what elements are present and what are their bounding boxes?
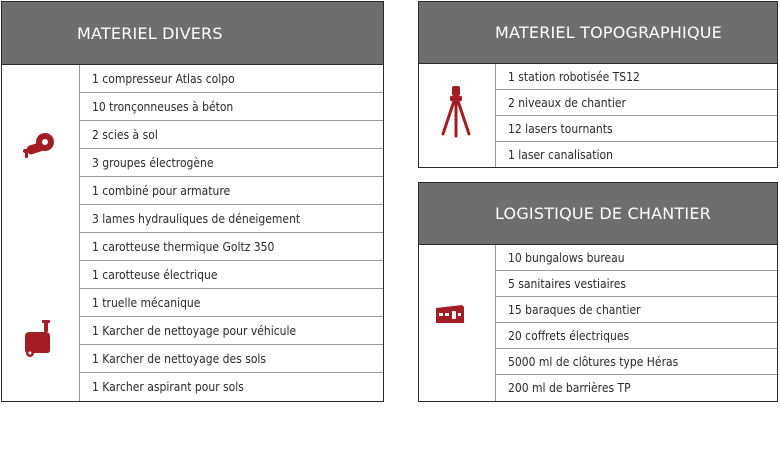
list-item: 2 scies à sol (80, 121, 383, 149)
materiel-topographique-title: MATERIEL TOPOGRAPHIQUE (495, 23, 722, 42)
list-item: 1 carotteuse électrique (80, 261, 383, 289)
list-item: 1 laser canalisation (508, 148, 613, 162)
materiel-divers-panel (1, 1, 384, 402)
list-item: 2 niveaux de chantier (496, 90, 777, 116)
logistique-de-chantier-header (419, 183, 777, 245)
list-item: 1 carotteuse thermique Goltz 350 (80, 233, 383, 261)
list-item: 12 lasers tournants (496, 116, 777, 142)
pressure-washer-icon (22, 320, 54, 358)
materiel-divers-icon-column (2, 65, 80, 401)
list-item: 200 ml de barrières TP (508, 381, 631, 395)
list-item: 15 baraques de chantier (496, 297, 777, 323)
materiel-topographique-body (419, 64, 777, 168)
site-bungalow-icon (436, 305, 464, 325)
materiel-topographique-header (419, 2, 777, 64)
list-item: 1 combiné pour armature (80, 177, 383, 205)
list-item: 5000 ml de clôtures type Héras (496, 349, 777, 375)
materiel-divers-list (80, 65, 383, 401)
materiel-divers-body (2, 65, 383, 401)
list-item: 3 groupes électrogène (80, 149, 383, 177)
tripod-icon (441, 86, 471, 138)
materiel-topographique-panel (418, 1, 778, 168)
materiel-topographique-list (496, 64, 777, 168)
list-item: 3 lames hydrauliques de déneigement (80, 205, 383, 233)
list-item: 1 truelle mécanique (80, 289, 383, 317)
list-item: 1 compresseur Atlas colpo (80, 65, 383, 93)
list-item: 5 sanitaires vestiaires (496, 271, 777, 297)
list-item: 1 Karcher de nettoyage des sols (80, 345, 383, 373)
list-item: 1 Karcher aspirant pour sols (92, 380, 244, 394)
materiel-divers-title: MATERIEL DIVERS (77, 23, 223, 43)
materiel-topographique-icon-column (419, 64, 496, 167)
logistique-de-chantier-title: LOGISTIQUE DE CHANTIER (495, 204, 711, 223)
list-item: 10 bungalows bureau (496, 245, 777, 271)
list-item: 20 coffrets électriques (496, 323, 777, 349)
logistique-de-chantier-body (419, 245, 777, 401)
logistique-de-chantier-panel (418, 182, 778, 402)
logistique-de-chantier-icon-column (419, 245, 496, 401)
concrete-saw-icon (21, 131, 57, 161)
list-item: 1 station robotisée TS12 (496, 64, 777, 90)
list-item: 1 Karcher de nettoyage pour véhicule (80, 317, 383, 345)
materiel-divers-header (2, 2, 383, 65)
logistique-de-chantier-list (496, 245, 777, 401)
list-item: 10 tronçonneuses à béton (80, 93, 383, 121)
